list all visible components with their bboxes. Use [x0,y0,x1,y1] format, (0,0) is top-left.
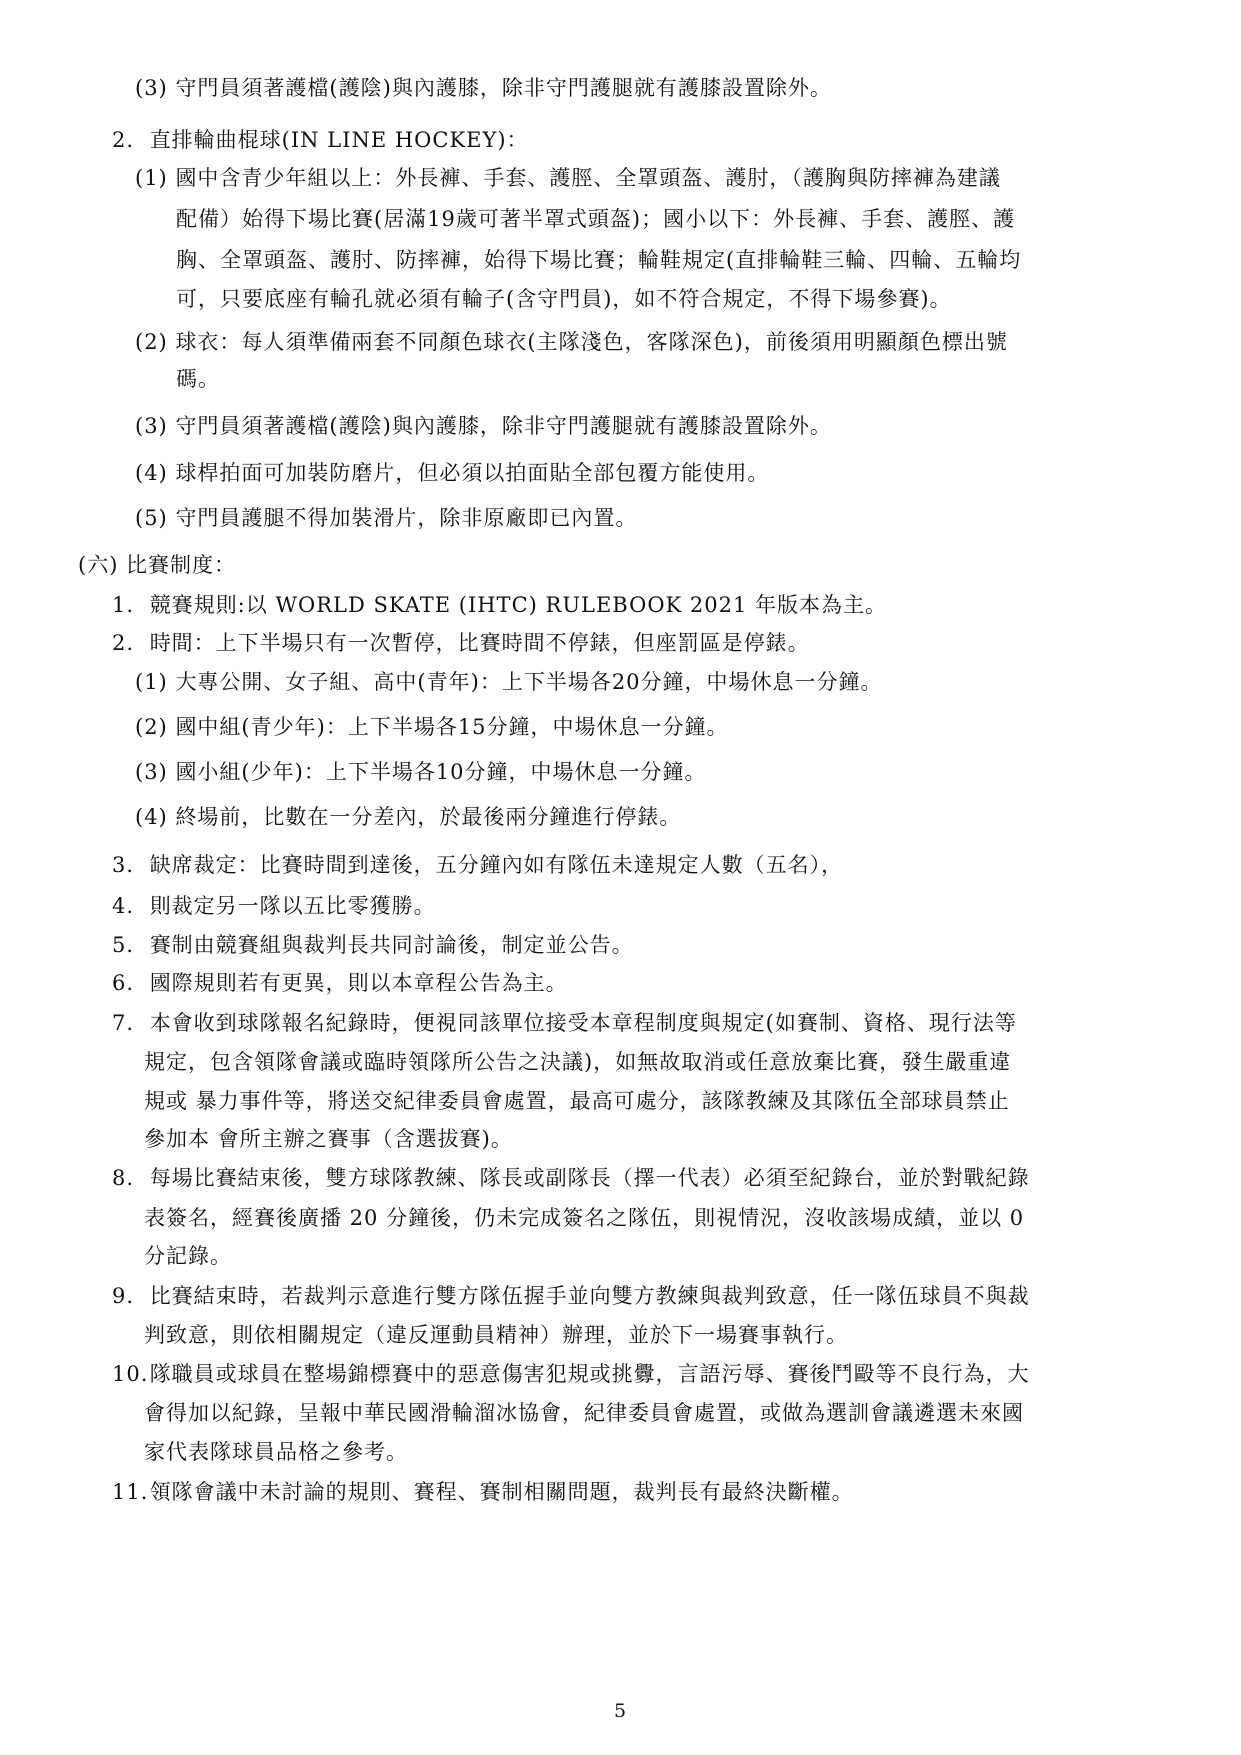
inline-item-5 [135,502,637,532]
rule-8-cont: 表簽名，經賽後廣播 20 分鐘後，仍未完成簽名之隊伍，則視情況，沒收該場成績，並以 0 [144,1206,1025,1230]
item-number: (2) [135,330,168,354]
item-number: 9. [112,1284,135,1308]
item-text-line: 球衣：每人須準備兩套不同顏色球衣(主隊淺色，客隊深色)，前後須用明顯顏色標出號 [175,330,1008,354]
inline-item-2 [135,326,1008,356]
rule-3 [112,849,843,879]
item-text-line: 時間：上下半場只有一次暫停，比賽時間不停錶，但座罰區是停錶。 [149,631,810,655]
item-number: (3) [135,414,168,438]
rule-10 [112,1358,1030,1388]
item-number: (4) [135,805,168,829]
item-text-line: 每場比賽結束後，雙方球隊教練、隊長或副隊長（擇一代表）必須至紀錄台，並於對戰紀錄 [149,1166,1030,1190]
item-number: 8. [112,1166,135,1190]
item-text-line: 隊職員或球員在整場錦標賽中的惡意傷害犯規或挑釁，言語污辱、賽後鬥毆等不良行為，大 [149,1362,1030,1386]
item-number: (1) [135,670,168,694]
item-number: (4) [135,461,168,485]
item-text-line: 守門員須著護檔(護陰)與內護膝，除非守門護腿就有護膝設置除外。 [175,414,832,438]
item-number: 2. [112,128,135,152]
item-number: (3) [135,76,168,100]
inline-item-3 [135,410,832,440]
item-text-line: 則裁定另一隊以五比零獲勝。 [149,894,436,918]
item-text-line: 國中含青少年組以上：外長褲、手套、護脛、全罩頭盔、護肘，（護胸與防摔褲為建議 [175,166,1001,190]
rule-2 [112,627,810,657]
item-text-line: 國際規則若有更異，則以本章程公告為主。 [149,971,568,995]
inline-item-1-cont: 胸、全罩頭盔、護肘、防摔褲，始得下場比賽；輪鞋規定(直排輪鞋三輪、四輪、五輪均 [176,248,1022,272]
rule-7-cont: 規定，包含領隊會議或臨時領隊所公告之決議)，如無故取消或任意放棄比賽，發生嚴重違 [144,1050,1012,1074]
item-number: 3. [112,853,135,877]
rule-7-cont: 參加本 會所主辦之賽事（含選拔賽)。 [144,1127,513,1151]
item-text-line: 賽制由競賽組與裁判長共同討論後，制定並公告。 [149,933,634,957]
inline-item-4 [135,457,769,487]
inline-item-1 [135,162,1001,192]
equipment-item-3 [135,72,832,102]
item-number: 1. [112,593,135,617]
item-number: 6. [112,971,135,995]
inline-hockey-heading [112,124,529,154]
rule-5 [112,929,634,959]
item-number: (3) [135,760,168,784]
inline-item-2-cont: 碼。 [176,367,220,391]
item-number: 7. [112,1011,135,1035]
rule-8-cont: 分記錄。 [144,1244,232,1268]
rule-10-cont: 家代表隊球員品格之參考。 [144,1440,408,1464]
rule-4 [112,890,436,920]
item-number: 11. [112,1480,149,1504]
inline-item-1-cont: 可，只要底座有輪孔就必須有輪子(含守門員)，如不符合規定，不得下場參賽)。 [176,287,952,311]
item-number: 4. [112,894,135,918]
item-number: (2) [135,715,168,739]
time-item-2 [135,711,729,741]
rule-6 [112,967,568,997]
rule-8 [112,1162,1030,1192]
item-text-line: 終場前，比數在一分差內，於最後兩分鐘進行停錶。 [175,805,682,829]
item-text-line: 球桿拍面可加裝防磨片，但必須以拍面貼全部包覆方能使用。 [175,461,770,485]
time-item-3 [135,756,707,786]
item-number: 10. [112,1362,149,1386]
item-text-line: 國小組(少年)：上下半場各10分鐘，中場休息一分鐘。 [175,760,707,784]
time-item-1 [135,666,883,696]
section-heading: (六) 比賽制度： [78,553,237,577]
item-number: 2. [112,631,135,655]
item-text-line: 守門員護腿不得加裝滑片，除非原廠即已內置。 [175,506,638,530]
inline-item-1-cont: 配備）始得下場比賽(居滿19歲可著半罩式頭盔)；國小以下：外長褲、手套、護脛、護 [176,207,1016,231]
rule-11 [112,1476,854,1506]
time-item-4 [135,801,681,831]
item-number: (1) [135,166,168,190]
item-text-line: 領隊會議中未討論的規則、賽程、賽制相關問題，裁判長有最終決斷權。 [149,1480,854,1504]
rule-7-cont: 規或 暴力事件等，將送交紀律委員會處置，最高可處分，該隊教練及其隊伍全部球員禁止 [144,1089,1010,1113]
item-text-line: 比賽結束時，若裁判示意進行雙方隊伍握手並向雙方教練與裁判致意，任一隊伍球員不與裁 [149,1284,1030,1308]
page-number: 5 [613,1700,628,1722]
item-text: 守門員須著護檔(護陰)與內護膝，除非守門護腿就有護膝設置除外。 [175,76,832,100]
rule-7 [112,1007,1017,1037]
item-title: 直排輪曲棍球(IN LINE HOCKEY)： [149,128,529,152]
item-number: 5. [112,933,135,957]
rule-9-cont: 判致意，則依相關規定（違反運動員精神）辦理，並於下一場賽事執行。 [144,1323,848,1347]
rule-10-cont: 會得加以紀錄，呈報中華民國滑輪溜冰協會，紀律委員會處置，或做為選訓會議遴選未來國 [144,1401,1024,1425]
item-number: (5) [135,506,168,530]
rule-1 [112,589,887,619]
item-text-line: 國中組(青少年)：上下半場各15分鐘，中場休息一分鐘。 [175,715,729,739]
item-text-line: 缺席裁定：比賽時間到達後，五分鐘內如有隊伍未達規定人數（五名）， [149,853,844,877]
item-text-line: 本會收到球隊報名紀錄時，便視同該單位接受本章程制度與規定(如賽制、資格、現行法等 [149,1011,1017,1035]
item-text-line: 競賽規則:以 WORLD SKATE (IHTC) RULEBOOK 2021 年版本為主。 [149,593,888,617]
rule-9 [112,1280,1030,1310]
item-text-line: 大專公開、女子組、高中(青年)：上下半場各20分鐘，中場休息一分鐘。 [175,670,883,694]
